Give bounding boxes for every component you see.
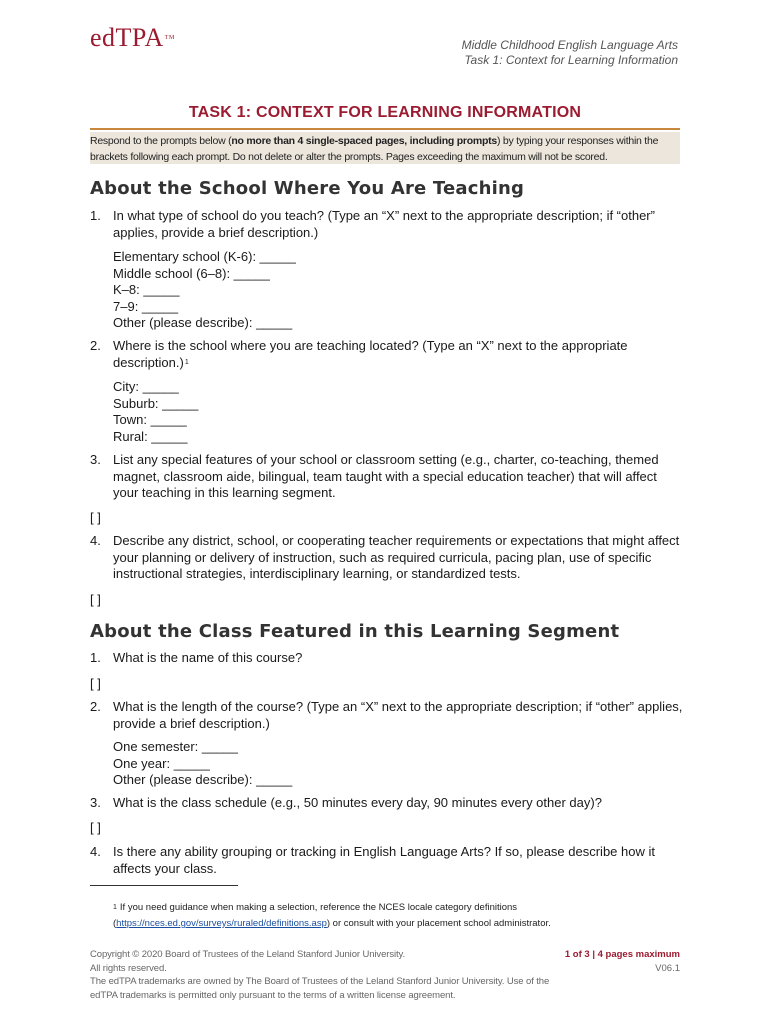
prompt-course-length	[90, 699, 682, 733]
option-other[interactable]: Other (please describe): _____	[113, 315, 293, 330]
prompt-text: Where is the school where you are teaching located? (Type an “X” next to the appropriate description.)	[113, 338, 628, 370]
prompt-number: 4.	[90, 533, 101, 548]
prompt-number: 1.	[90, 208, 101, 223]
prompt-course-name	[90, 650, 682, 667]
prompt-school-location	[90, 338, 682, 372]
footnote-text: If you need guidance when making a selection, reference the NCES locale category definitions	[119, 902, 518, 913]
footer-copyright	[90, 948, 550, 1002]
trademark-notice: The edTPA trademarks are owned by The Board of Trustees of the Leland Stanford Junior University. Use of the edTPA trademarks is permitted only pursuant to the terms of a written license agreement.	[90, 976, 550, 1001]
prompt-special-features	[90, 452, 682, 502]
option-middle[interactable]: Middle school (6–8): _____	[113, 265, 270, 281]
prompt-text: In what type of school do you teach? (Type an “X” next to the appropriate description; if “other” applies, provide a brief description.)	[113, 208, 655, 240]
prompt-number: 1.	[90, 650, 101, 665]
running-header	[462, 38, 678, 68]
prompt-number: 4.	[90, 844, 101, 859]
prompt-school-type	[90, 208, 682, 242]
edtpa-logo	[90, 24, 175, 52]
prompt-ability-grouping	[90, 844, 682, 878]
nces-definitions-link[interactable]: https://nces.ed.gov/surveys/ruraled/definitions.asp	[116, 918, 327, 929]
prompt-text: What is the class schedule (e.g., 50 minutes every day, 90 minutes every other day)?	[113, 795, 602, 810]
option-rural[interactable]: Rural: _____	[113, 428, 188, 444]
footnote	[113, 900, 593, 932]
option-k8[interactable]: K–8: _____	[113, 282, 180, 297]
footer-page-info	[565, 948, 680, 975]
instructions-box	[90, 132, 680, 164]
version-label: V06.1	[655, 962, 680, 974]
prompt-class-schedule	[90, 795, 682, 812]
response-field-special-features[interactable]: [ ]	[90, 510, 101, 525]
title-divider	[90, 128, 680, 130]
footnote-divider	[90, 885, 238, 886]
footnote-line-2	[113, 916, 593, 932]
instructions-text-before: Respond to the prompts below (	[90, 135, 232, 147]
instructions-page-limit: no more than 4 single-spaced pages, including prompts	[231, 135, 497, 147]
option-town[interactable]: Town: _____	[113, 412, 187, 427]
option-elementary[interactable]: Elementary school (K-6): _____	[113, 249, 296, 264]
section-heading-class: About the Class Featured in this Learning Segment	[90, 621, 620, 642]
option-city[interactable]: City: _____	[113, 379, 179, 394]
option-7-9[interactable]: 7–9: _____	[113, 298, 179, 314]
footnote-reference[interactable]: 1	[184, 358, 189, 366]
prompt-number: 2.	[90, 699, 101, 714]
option-one-semester[interactable]: One semester: _____	[113, 739, 239, 754]
option-one-year[interactable]: One year: _____	[113, 755, 210, 771]
rights-line: All rights reserved.	[90, 962, 167, 974]
school-type-options	[113, 249, 296, 332]
prompt-text: What is the name of this course?	[113, 650, 303, 665]
footnote-mark: 1	[113, 904, 117, 911]
copyright-line: Copyright © 2020 Board of Trustees of the Leland Stanford Junior University.	[90, 949, 406, 960]
option-other-length[interactable]: Other (please describe): _____	[113, 772, 293, 787]
header-subject: Middle Childhood English Language Arts	[461, 38, 678, 52]
page-title: TASK 1: CONTEXT FOR LEARNING INFORMATION	[188, 104, 582, 121]
prompt-text: What is the length of the course? (Type an “X” next to the appropriate description; if “other” applies, provide a brief description.)	[113, 699, 683, 731]
response-field-requirements[interactable]: [ ]	[90, 592, 101, 607]
response-field-class-schedule[interactable]: [ ]	[90, 820, 101, 835]
response-field-course-name[interactable]: [ ]	[90, 676, 101, 691]
prompt-number: 3.	[90, 452, 101, 467]
prompt-text-wrap	[113, 338, 683, 371]
prompt-requirements	[90, 533, 682, 583]
section-heading-school: About the School Where You Are Teaching	[90, 178, 525, 199]
course-length-options	[113, 739, 292, 789]
instructions-text-after: ) by typing your responses within the brackets following each prompt. Do not delete or alter the prompts. Pages exceeding the maximum will not be scored.	[90, 135, 659, 163]
header-task: Task 1: Context for Learning Information	[464, 53, 678, 67]
location-options	[113, 379, 198, 445]
logo-trademark: TM	[164, 35, 175, 41]
prompt-number: 2.	[90, 338, 101, 353]
prompt-number: 3.	[90, 795, 101, 810]
footnote-open-paren: (	[113, 918, 117, 929]
prompt-text: Describe any district, school, or cooperating teacher requirements or expectations that might affect your planning or delivery of instruction, such as required curricula, pacing plan, use of specific instructional strategies, interdisciplinary learning, or standardized tests.	[113, 533, 680, 581]
footnote-line-1	[113, 900, 593, 916]
page-counter: 1 of 3 | 4 pages maximum	[564, 949, 680, 960]
logo-text: edTPA	[90, 23, 164, 52]
footnote-text-rest: ) or consult with your placement school administrator.	[326, 918, 551, 929]
option-suburb[interactable]: Suburb: _____	[113, 395, 199, 411]
prompt-text: Is there any ability grouping or tracking in English Language Arts? If so, please describe how it affects your class.	[113, 844, 655, 876]
prompt-text: List any special features of your school or classroom setting (e.g., charter, co-teaching, themed magnet, classroom aide, bilingual, team taught with a special education teacher) that will affect your teaching in this learning segment.	[113, 452, 659, 500]
